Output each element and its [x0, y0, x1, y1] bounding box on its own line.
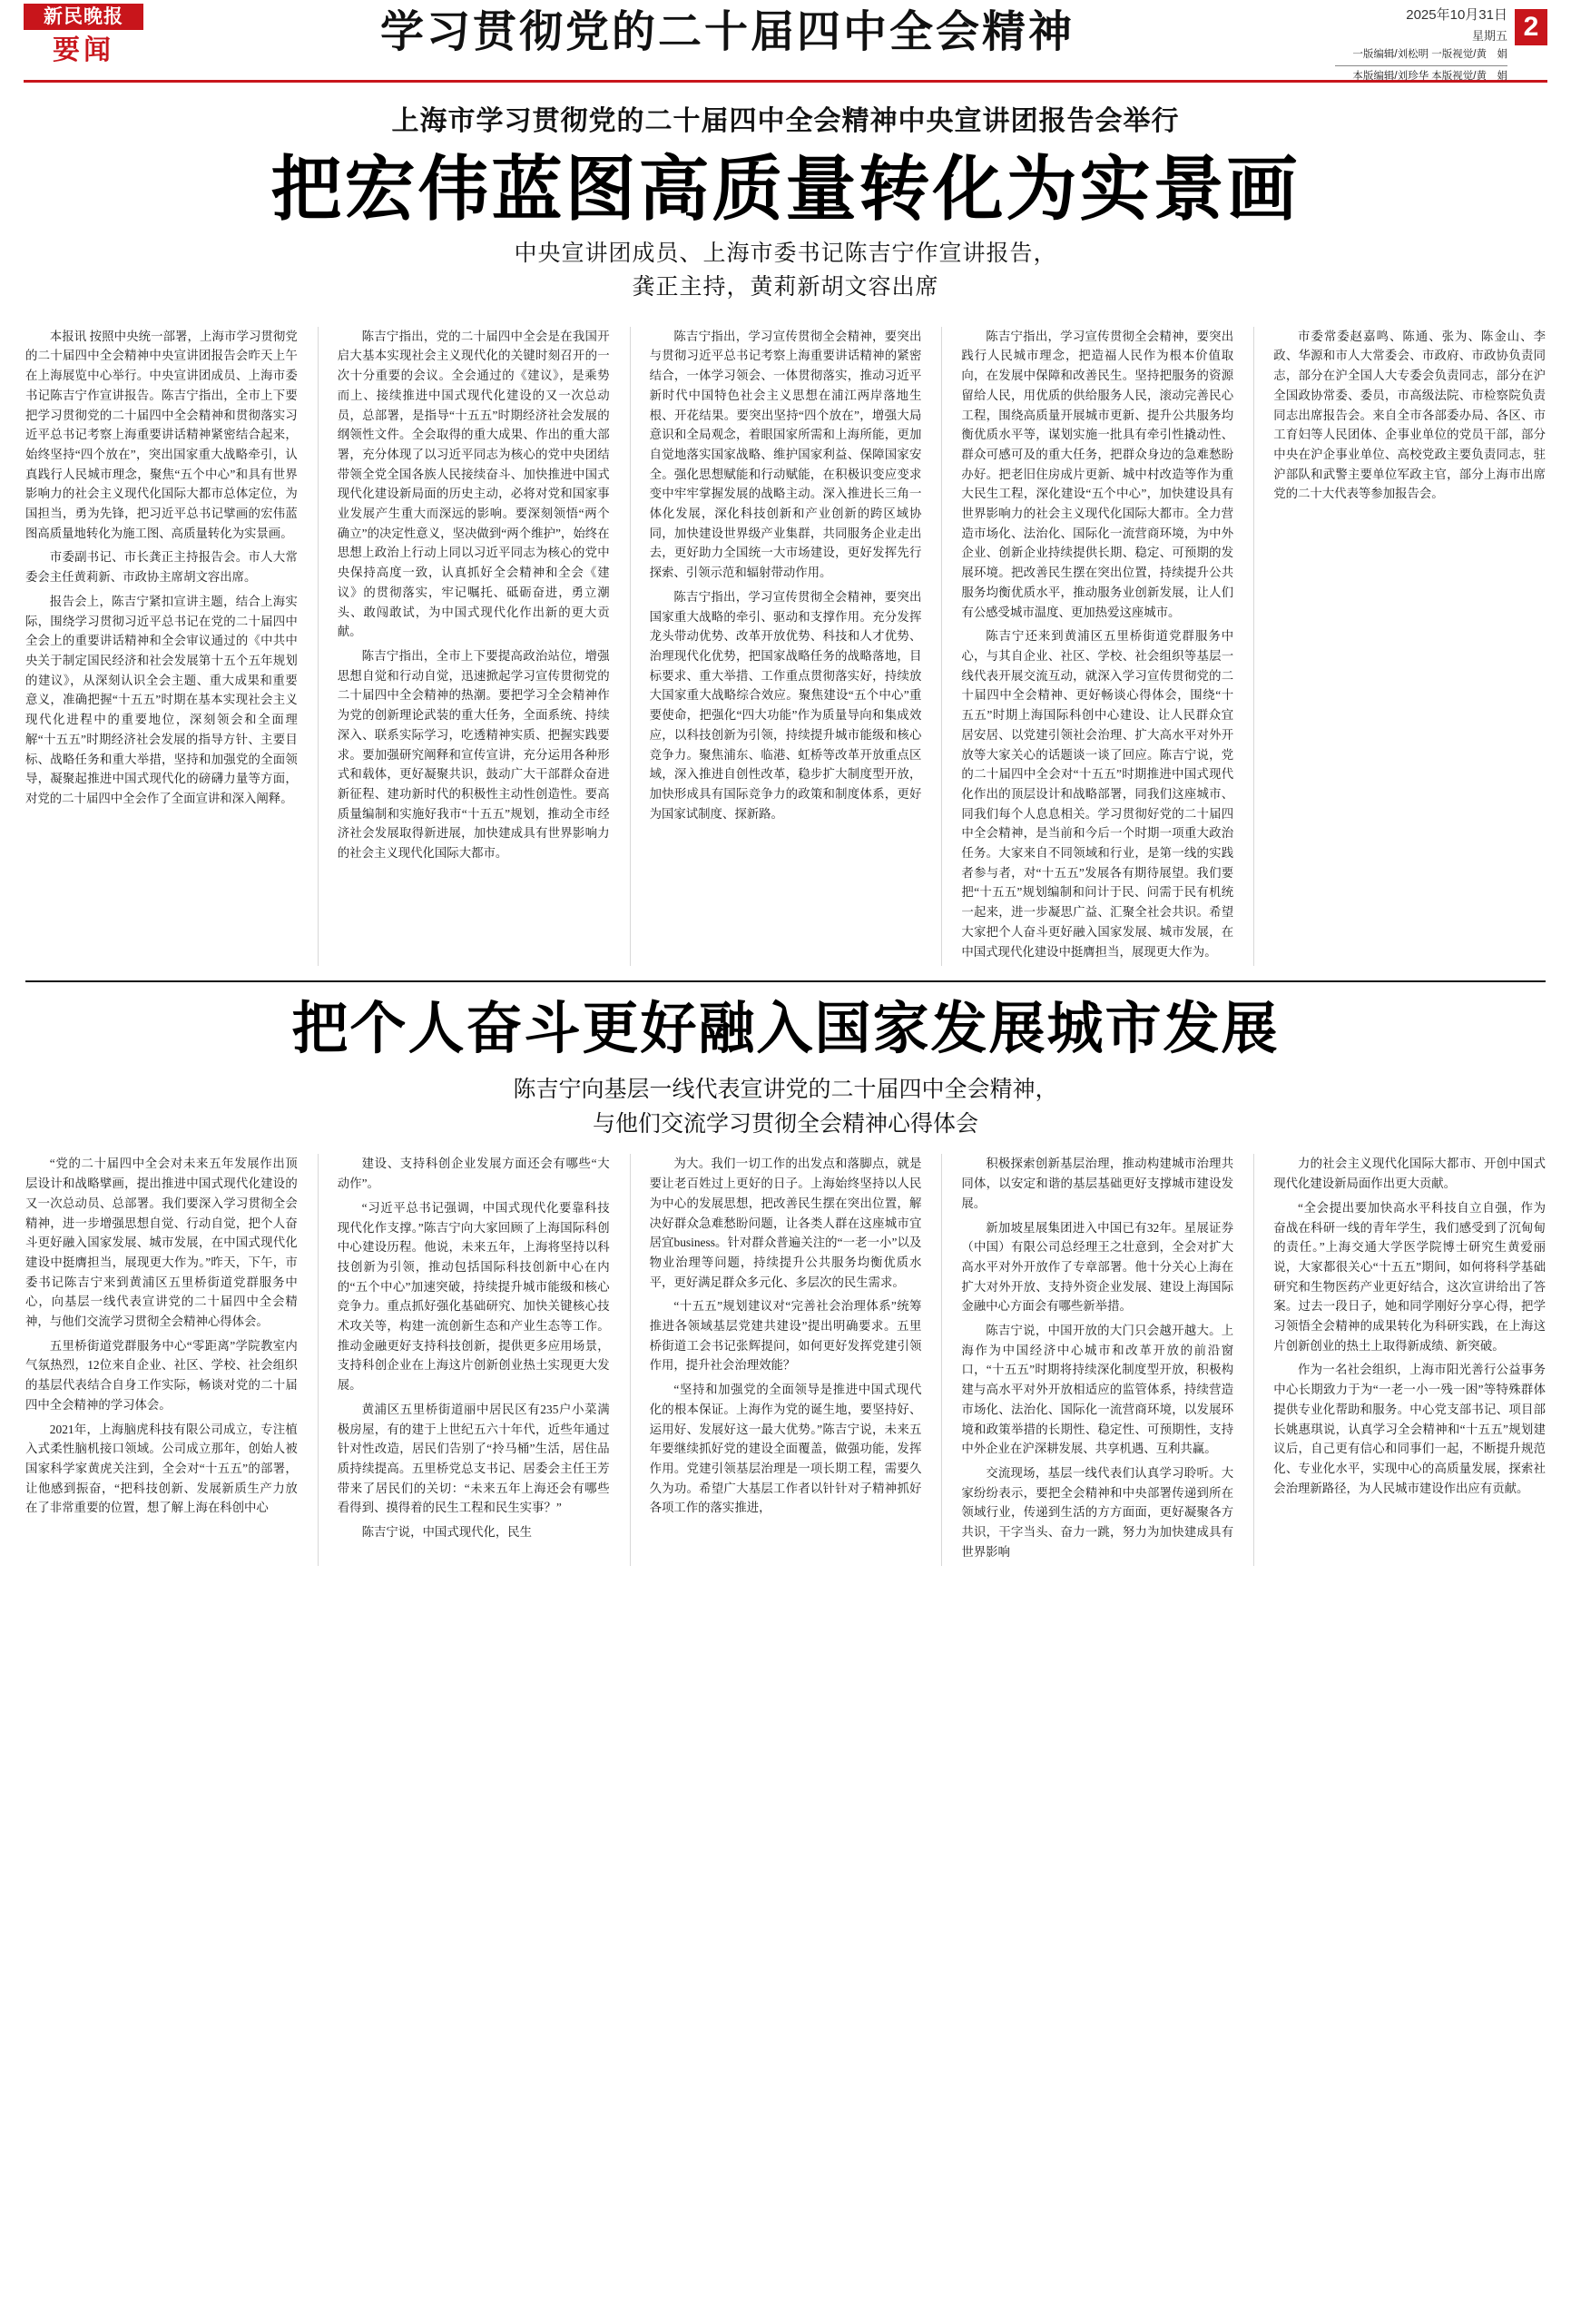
- paragraph: 本报讯 按照中央统一部署，上海市学习贯彻党的二十届四中全会精神中央宣讲团报告会昨天上午在上海展览中心举行。中央宣讲团成员、上海市委书记陈吉宁作宣讲报告。陈吉宁指出，全市上下要把学习贯彻党的二十届四中全会精神和贯彻落实习近平总书记考察上海重要讲话精神紧密结合起来，始终坚持“四个放在”，突出国家重大战略牵引，认真践行人民城市理念，聚焦“五个中心”和具有世界影响力的社会主义现代化国际大都市总体定位，为国担当，勇为先锋，把习近平总书记擘画的宏伟蓝图高质量地转化为施工图、高质量转化为实景画。: [25, 329, 298, 540]
- credit-divider: [1335, 65, 1507, 66]
- paragraph: 五里桥街道党群服务中心“零距离”学院教室内气氛热烈，12位来自企业、社区、学校、社会组织的基层代表结合自身工作实际，畅谈对党的二十届四中全会精神的学习体会。: [25, 1338, 298, 1412]
- publication-weekday: 星期五: [1471, 28, 1507, 43]
- article-1-title: 把宏伟蓝图高质量转化为实景画: [270, 149, 1301, 229]
- campaign-banner: 学习贯彻党的二十届四中全会精神: [358, 5, 1096, 63]
- paragraph: 陈吉宁说，中国开放的大门只会越开越大。上海作为中国经济中心城市和改革开放的前沿窗口，“十五五”时期将持续深化制度型开放，积极构建与高水平对外开放相适应的监管体系，持续营造市场化、法治化、国际化一流营商环境，以发展环境和政策举措的长期性、稳定性、可预期性，支持中外企业在沪深耕发展、共享机遇、互利共赢。: [961, 1324, 1234, 1456]
- paragraph: 陈吉宁说，中国式现代化，民生: [361, 1525, 533, 1540]
- paragraph: 2021年，上海脑虎科技有限公司成立，专注植入式柔性脑机接口领域。公司成立那年，创始人被国家科学家黄虎关注到，全会对“十五五”的部署，让他感到振奋，“把科技创新、发展新质生产力放在了非常重要的位置，想了解上海在科创中心: [25, 1422, 298, 1515]
- article-1-subtitle: [60, 237, 1511, 305]
- paragraph: 为大。我们一切工作的出发点和落脚点，就是要让老百姓过上更好的日子。上海始终坚持以人民为中心的发展思想，把改善民生摆在突出位置，解决好群众急难愁盼问题，让各类人群在这座城市宜居宜business。针对群众普遍关注的“一老一小”以及物业治理等问题，持续提升公共服务均衡优质水平，更好满足群众多元化、多层次的民生需求。: [649, 1157, 922, 1289]
- publication-date: 2025年10月31日: [1406, 7, 1507, 23]
- paragraph: 陈吉宁指出，学习宣传贯彻全会精神，要突出与贯彻习近平总书记考察上海重要讲话精神的紧密结合，一体学习领会、一体贯彻落实，推动习近平新时代中国特色社会主义思想在浦江两岸落地生根、开花结果。要突出坚持“四个放在”，增强大局意识和全局观念，着眼国家所需和上海所能，更加自觉地落实国家战略、维护国家利益、保障国家安全。强化思想赋能和行动赋能，在积极识变应变求变中牢牢掌握发展的战略主动。深入推进长三角一体化发展，深化科技创新和产业创新的跨区域协同，加快建设世界级产业集群，共同服务企业走出去，更好助力全国统一大市场建设，更好发挥先行探索、引领示范和辐射带动作用。: [649, 329, 922, 580]
- paragraph: 建设、支持科创企业发展方面还会有哪些“大动作”。: [337, 1157, 610, 1191]
- paragraph: 交流现场，基层一线代表们认真学习聆听。大家纷纷表示，要把全会精神和中央部署传递到所在领域行业，传递到生活的方方面面，更好凝聚各方共识，干字当头、奋力一跳，努力为加快建成具有世界影响: [961, 1465, 1234, 1559]
- article-1-subtitle-line-1: 中央宣讲团成员、上海市委书记陈吉宁作宣讲报告，: [514, 241, 1057, 266]
- article-1-column-2: [318, 327, 610, 967]
- article-2-header: [24, 982, 1547, 1143]
- paragraph: 陈吉宁指出，学习宣传贯彻全会精神，要突出国家重大战略的牵引、驱动和支撑作用。充分发挥龙头带动优势、改革开放优势、科技和人才优势、治理现代化优势，把国家战略任务的战略落地，目标要求、重大举措、工作重点贯彻落实好，持续放大国家重大战略综合效应。聚焦建设“五个中心”重要使命，把强化“四大功能”作为质量导向和集成效应，以科技创新为引领，持续提升城市能级和核心竞争力。聚焦浦东、临港、虹桥等改革开放重点区域，深入推进自创性改革，稳步扩大制度型开放，加快形成具有国际竞争力的政策和制度体系，更好为国家试制度、探新路。: [649, 589, 922, 821]
- article-2-body: [24, 1143, 1547, 1566]
- newspaper-brand: 新民晚报: [24, 4, 143, 30]
- article-1-column-1: [25, 327, 298, 967]
- article-1-column-5: [1253, 327, 1546, 967]
- article-2-subtitle-line-1: 陈吉宁向基层一线代表宣讲党的二十届四中全会精神，: [513, 1078, 1058, 1103]
- paragraph: “党的二十届四中全会对未来五年发展作出顶层设计和战略擘画，提出推进中国式现代化建设的又一次总动员、总部署。我们要深入学习贯彻全会精神，进一步增强思想自觉、行动自觉，把个人奋斗更好融入国家发展、城市发展，在中国式现代化建设中挺膺担当，展现更大作为。”昨天，下午，市委书记陈吉宁来到黄浦区五里桥街道党群服务中心，向基层一线代表宣讲党的二十届四中全会精神，与他们交流学习贯彻全会精神心得体会。: [25, 1157, 298, 1329]
- editor-credit-line-2: 本版编辑/刘珍华 本版视觉/黄 娟: [1352, 71, 1507, 83]
- paragraph: “习近平总书记强调，中国式现代化要靠科技现代化作支撑。”陈吉宁向大家回顾了上海国际科创中心建设历程。他说，未来五年，上海将坚持以科技创新为引领，推动包括国际科技创新中心在内的“五个中心”加速突破，持续提升城市能级和核心竞争力。重点抓好强化基础研究、加快关键核心技术攻关等，构建一流创新生态和产业生态等工作。推动金融更好支持科技创新，提供更多应用场景，支持科创企业在上海这片创新创业热土实现更大发展。: [337, 1200, 610, 1393]
- article-2-column-3: [630, 1154, 922, 1566]
- paragraph: 黄浦区五里桥街道丽中居民区有235户小菜满极房屋，有的建于上世纪五六十年代，近些年通过针对性改造，居民们告别了“拎马桶”生活，居住品质持续提高。五里桥党总支书记、居委会主任王芳带来了居民们的关切：“未来五年上海还会有哪些看得到、摸得着的民生工程和民生实事？”: [337, 1402, 610, 1515]
- paragraph: 力的社会主义现代化国际大都市、开创中国式现代化建设新局面作出更大贡献。: [1273, 1157, 1546, 1191]
- article-2-subtitle: [60, 1073, 1511, 1141]
- paragraph: “坚持和加强党的全面领导是推进中国式现代化的根本保证。上海作为党的诞生地，要坚持好、运用好、发展好这一最大优势。”陈吉宁说，未来五年要继续抓好党的建设全面覆盖，做强功能，发挥作用。党建引领基层治理是一项长期工程，需要久久为功。希望广大基层工作者以针针对子精神抓好各项工作的落实推进，: [649, 1383, 922, 1515]
- article-2-column-1: [25, 1154, 298, 1566]
- paragraph: “全会提出要加快高水平科技自立自强，作为奋战在科研一线的青年学生，我们感受到了沉甸甸的责任。”上海交通大学医学院博士研究生黄爱丽说，大家都很关心“十五五”期间，如何将科学基础研究和生物医药产业更好结合，这次宣讲给出了答案。过去一段日子，她和同学刚好分享心得，把学习领悟全会精神的成果转化为科研实践，在上海这片创新创业的热土上取得新成绩、新突破。: [1273, 1200, 1546, 1353]
- paragraph: 陈吉宁还来到黄浦区五里桥街道党群服务中心，与其自企业、社区、学校、社会组织等基层一线代表开展交流互动，就深入学习宣传贯彻党的二十届四中全会精神、更好畅谈心得体会，围绕“十五五”时期上海国际科创中心建设、让人民群众宜居安居、以党建引领社会治理、扩大高水平对外开放等大家关心的话题谈一谈了回应。陈吉宁说，党的二十届四中全会对“十五五”时期推进中国式现代化作出的顶层设计和战略部署，同我们这座城市、同我们每个人息息相关。学习贯彻好党的二十届四中全会精神，是当前和今后一个时期一项重大政治任务。大家来自不同领域和行业，是第一线的实践者参与者，对“十五五”发展各有期待展望。我们要把“十五五”规划编制和问计于民、问需于民有机统一起来，进一步凝思广益、汇聚全社会共识。希望大家把个人奋斗更好融入国家发展、城市发展，在中国式现代化建设中挺膺担当，展现更大作为。: [961, 629, 1234, 959]
- article-1-subtitle-line-2: 龚正主持，黄莉新胡文容出席: [632, 275, 939, 300]
- article-2-title: 把个人奋斗更好融入国家发展城市发展: [291, 999, 1280, 1061]
- editor-credit-line-1: 一版编辑/刘松明 一版视觉/黄 娟: [1352, 48, 1507, 60]
- page-number-badge: 2: [1515, 9, 1547, 45]
- header-meta: [1311, 0, 1547, 85]
- article-1-column-3: [630, 327, 922, 967]
- article-1-body: [24, 314, 1547, 967]
- paragraph: 市委副书记、市长龚正主持报告会。市人大常委会主任黄莉新、市政协主席胡文容出席。: [25, 550, 298, 585]
- paragraph: 陈吉宁指出，学习宣传贯彻全会精神，要突出践行人民城市理念，把造福人民作为根本价值取向，在发展中保障和改善民生。坚持把服务的资源留给人民，用优质的供给服务人民，滚动完善民心工程，围绕高质量开展城市更新、提升公共服务均衡优质水平等，谋划实施一批具有牵引性撬动性、群众可感可及的重大任务，把群众身边的急难愁盼办好。把老旧住房成片更新、城中村改造等作为重大民生工程，深化建设“五个中心”，加快建设具有世界影响力的社会主义现代化国际大都市。全力营造市场化、法治化、国际化一流营商环境，为中外企业、创新企业持续提供长期、稳定、可预期的发展环境。把改善民生摆在突出位置，持续提升公共服务均衡优质水平，推动服务业创新发展，让人们有公感受城市温度、更加热爱这座城市。: [961, 329, 1234, 619]
- article-2-column-5: [1253, 1154, 1546, 1566]
- article-1-column-4: [941, 327, 1233, 967]
- paragraph: 积极探索创新基层治理，推动构建城市治理共同体，以安定和谐的基层基础更好支撑城市建设发展。: [961, 1157, 1234, 1210]
- masthead: [24, 0, 1547, 83]
- paragraph: 新加坡星展集团进入中国已有32年。星展证券（中国）有限公司总经理王之壮意到，全会对扩大高水平对外开放作了专章部署。他十分关心上海在扩大对外开放、支持外资企业发展、建设上海国际金融中心方面会有哪些新举措。: [961, 1220, 1234, 1314]
- section-label: 要闻: [53, 35, 114, 66]
- paragraph: 陈吉宁指出，党的二十届四中全会是在我国开启大基本实现社会主义现代化的关键时刻召开的一次十分重要的会议。全会通过的《建议》，是乘势而上、接续推进中国式现代化建设的又一次总动员，总部署，是指导“十五五”时期经济社会发展的纲领性文件。全会取得的重大成果、作出的重大部署，充分体现了以习近平同志为核心的党中央团结带领全党全国各族人民接续奋斗、加快推进中国式现代化建设新局面的历史主动，必将对党和国家事业发展产生重大而深远的影响。要深刻领悟“两个确立”的决定性意义，坚决做到“两个维护”，始终在思想上政治上行动上同以习近平同志为核心的党中央保持高度一致，认真抓好全会精神和全会《建议》的贯彻落实，牢记嘱托、砥砺奋进，勇立潮头、敢闯敢试，为中国式现代化作出新的更大贡献。: [337, 329, 610, 639]
- editor-credits: [1311, 47, 1547, 86]
- paragraph: 陈吉宁指出，全市上下要提高政治站位，增强思想自觉和行动自觉，迅速掀起学习宣传贯彻党的二十届四中全会精神的热潮。要把学习全会精神作为党的创新理论武装的重大任务，全面系统、持续深入、联系实际学习，吃透精神实质、把握实践要求。要加强研究阐释和宣传宣讲，充分运用各种形式和载体，更好凝聚共识，鼓动广大干部群众奋进新征程、建功新时代的积极性主动性创造性。要高质量编制和实施好我市“十五五”规划，推动全市经济社会发展取得新进展，加快建成具有世界影响力的社会主义现代化国际大都市。: [337, 648, 610, 861]
- paragraph: 报告会上，陈吉宁紧扣宣讲主题，结合上海实际，围绕学习贯彻习近平总书记在党的二十届四中全会上的重要讲话精神和全会审议通过的《中共中央关于制定国民经济和社会发展第十五个五年规划的建议》，从深刻认识全会主题、重大成果和重要意义，准确把握“十五五”时期在基本实现社会主义现代化进程中的重要地位，深刻领会和全面理解“十五五”时期经济社会发展的指导方针、主要目标、战略任务和重大举措，坚持和加强党的全面领导，凝聚起推进中国式现代化的磅礴力量等方面，对党的二十届四中全会作了全面宣讲和深入阐释。: [25, 594, 298, 805]
- article-1-header: [24, 83, 1547, 314]
- article-2-subtitle-line-2: 与他们交流学习贯彻全会精神心得体会: [592, 1111, 978, 1137]
- nameplate: [24, 0, 143, 64]
- paragraph: 作为一名社会组织，上海市阳光善行公益事务中心长期致力于为“一老一小一残一困”等特殊群体提供专业化帮助和服务。中心党支部书记、项目部长姚惠琪说，认真学习全会精神和“十五五”规划建议后，自己更有信心和同事们一起，不断提升规范化、专业化水平，实现中心的高质量发展，探索社会治理新路径，为人民城市建设作出应有贡献。: [1273, 1363, 1546, 1495]
- article-2-column-2: [318, 1154, 610, 1566]
- paragraph: 市委常委赵嘉鸣、陈通、张为、陈金山、李政、华源和市人大常委会、市政府、市政协负责同志，部分在沪全国人大专委会负责同志，部分在沪全国政协常委、委员，市高级法院、市检察院负责同志出席报告会。来自全市各部委办局、各区、市工育妇等人民团体、企事业单位的党员干部，部分中央在沪企事业单位、高校党政主要负责同志，驻沪部队和武警主要单位军政主官，部分上海市出席党的二十大代表等参加报告会。: [1273, 329, 1546, 501]
- article-2-column-4: [941, 1154, 1233, 1566]
- paragraph: “十五五”规划建议对“完善社会治理体系”统筹推进各领域基层党建共建设”提出明确要求。五里桥街道工会书记张辉提问，如何更好发挥党建引领作用，提升社会治理效能？: [649, 1299, 922, 1373]
- header-banner-area: [143, 0, 1311, 63]
- article-1-shoulder: 上海市学习贯彻党的二十届四中全会精神中央宣讲团报告会举行: [391, 106, 1180, 136]
